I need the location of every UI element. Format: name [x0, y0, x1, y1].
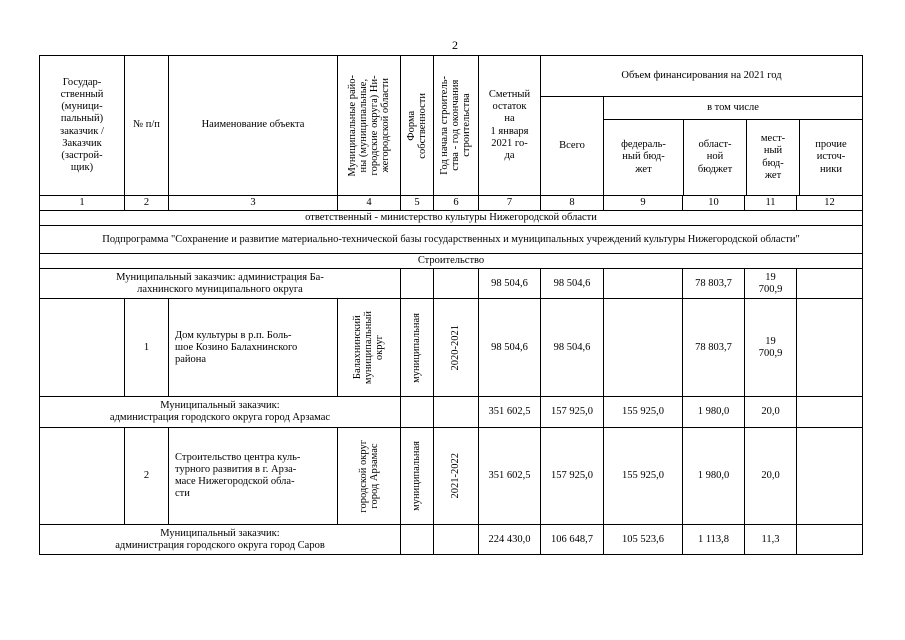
customer-federal: 105 523,6	[604, 525, 683, 555]
object-federal: 155 925,0	[604, 428, 683, 525]
object-years	[434, 428, 479, 525]
customer-row	[40, 525, 863, 555]
object-years-text: 2020-2021	[450, 324, 462, 371]
header-district	[338, 56, 401, 196]
col-number: 11	[745, 196, 797, 211]
col-number: 12	[797, 196, 863, 211]
object-local: 20,0	[745, 428, 797, 525]
object-name: Дом культуры в р.п. Боль- шое Козино Балахнинского района	[169, 299, 338, 397]
customer-total: 98 504,6	[541, 269, 604, 299]
object-ownership-text: муниципальная	[411, 312, 423, 383]
object-federal	[604, 299, 683, 397]
object-balance: 351 602,5	[479, 428, 541, 525]
header-number: № п/п	[125, 56, 169, 196]
object-name: Строительство центра куль- турного развития в г. Арза- масе Нижегородской обла- сти	[169, 428, 338, 525]
header-district-text: Муниципальные райо- ны (муниципальные, городские округа) Ни- жегородской области	[346, 74, 392, 177]
header-customer: Государ- ственный (муници- пальный) заказчик / Заказчик (застрой- щик)	[40, 56, 125, 196]
subprogram-text: Подпрограмма "Сохранение и развитие материально-технической базы государственных и муниципальных учреждений культуры Нижегородской области"	[40, 226, 863, 254]
object-district-text: Балахнинский муниципальный округ	[352, 311, 386, 385]
column-number-row	[40, 196, 863, 211]
col-number: 6	[434, 196, 479, 211]
header-local: мест- ный бюд- жет	[747, 120, 800, 195]
col-number: 5	[401, 196, 434, 211]
customer-local: 20,0	[745, 397, 797, 428]
customer-federal	[604, 269, 683, 299]
object-regional: 78 803,7	[683, 299, 745, 397]
col-number: 2	[125, 196, 169, 211]
header-years	[434, 56, 479, 196]
object-ownership	[401, 428, 434, 525]
object-ownership	[401, 299, 434, 397]
section-row	[40, 254, 863, 269]
object-number: 2	[125, 428, 169, 525]
section-text: Строительство	[40, 254, 863, 269]
object-number: 1	[125, 299, 169, 397]
customer-total: 157 925,0	[541, 397, 604, 428]
header-including-cell	[604, 97, 863, 196]
responsible-row	[40, 211, 863, 226]
object-row	[40, 299, 863, 397]
header-balance: Сметный остаток на 1 января 2021 го- да	[479, 56, 541, 196]
responsible-text: ответственный - министерство культуры Нижегородской области	[40, 211, 863, 226]
col-number: 9	[604, 196, 683, 211]
header-ownership-text: Форма собственности	[405, 92, 428, 159]
header-row	[40, 56, 863, 97]
customer-other	[797, 269, 863, 299]
col-number: 1	[40, 196, 125, 211]
header-funding: Объем финансирования на 2021 год	[541, 56, 863, 97]
object-total: 98 504,6	[541, 299, 604, 397]
customer-balance: 98 504,6	[479, 269, 541, 299]
customer-name: Муниципальный заказчик: администрация городского округа город Саров	[40, 525, 401, 555]
object-district-text: городской округ город Арзамас	[357, 439, 380, 513]
customer-regional: 1 980,0	[683, 397, 745, 428]
object-balance: 98 504,6	[479, 299, 541, 397]
object-district	[338, 299, 401, 397]
cell-empty	[401, 525, 434, 555]
customer-local: 11,3	[745, 525, 797, 555]
customer-federal: 155 925,0	[604, 397, 683, 428]
header-total: Всего	[541, 97, 604, 196]
customer-name: Муниципальный заказчик: администрация городского округа город Арзамас	[40, 397, 401, 428]
customer-local: 19 700,9	[745, 269, 797, 299]
object-total: 157 925,0	[541, 428, 604, 525]
header-including: в том числе	[604, 97, 862, 120]
object-ownership-text: муниципальная	[411, 441, 423, 512]
cell-empty	[40, 299, 125, 397]
customer-other	[797, 397, 863, 428]
object-row	[40, 428, 863, 525]
cell-empty	[40, 428, 125, 525]
customer-row	[40, 269, 863, 299]
object-other	[797, 428, 863, 525]
col-number: 7	[479, 196, 541, 211]
header-budgets	[604, 120, 862, 195]
financing-table	[39, 55, 863, 555]
col-number: 4	[338, 196, 401, 211]
object-local: 19 700,9	[745, 299, 797, 397]
customer-row	[40, 397, 863, 428]
header-years-text: Год начала строитель- ства - год окончания строительства	[439, 76, 473, 175]
customer-name: Муниципальный заказчик: администрация Ба- лахнинского муниципального округа	[40, 269, 401, 299]
customer-total: 106 648,7	[541, 525, 604, 555]
cell-empty	[434, 397, 479, 428]
col-number: 8	[541, 196, 604, 211]
page-number: 2	[452, 38, 458, 52]
cell-empty	[401, 269, 434, 299]
header-ownership	[401, 56, 434, 196]
object-years	[434, 299, 479, 397]
object-years-text: 2021-2022	[450, 453, 462, 499]
object-regional: 1 980,0	[683, 428, 745, 525]
cell-empty	[401, 397, 434, 428]
cell-empty	[434, 525, 479, 555]
customer-balance: 224 430,0	[479, 525, 541, 555]
col-number: 3	[169, 196, 338, 211]
header-other: прочие источ- ники	[815, 139, 847, 175]
object-district	[338, 428, 401, 525]
customer-balance: 351 602,5	[479, 397, 541, 428]
object-other	[797, 299, 863, 397]
customer-regional: 78 803,7	[683, 269, 745, 299]
col-number: 10	[683, 196, 745, 211]
header-federal: федераль- ный бюд- жет	[604, 120, 684, 195]
header-object-name: Наименование объекта	[169, 56, 338, 196]
subprogram-row	[40, 226, 863, 254]
customer-regional: 1 113,8	[683, 525, 745, 555]
cell-empty	[434, 269, 479, 299]
customer-other	[797, 525, 863, 555]
header-regional: област- ной бюджет	[684, 120, 747, 195]
